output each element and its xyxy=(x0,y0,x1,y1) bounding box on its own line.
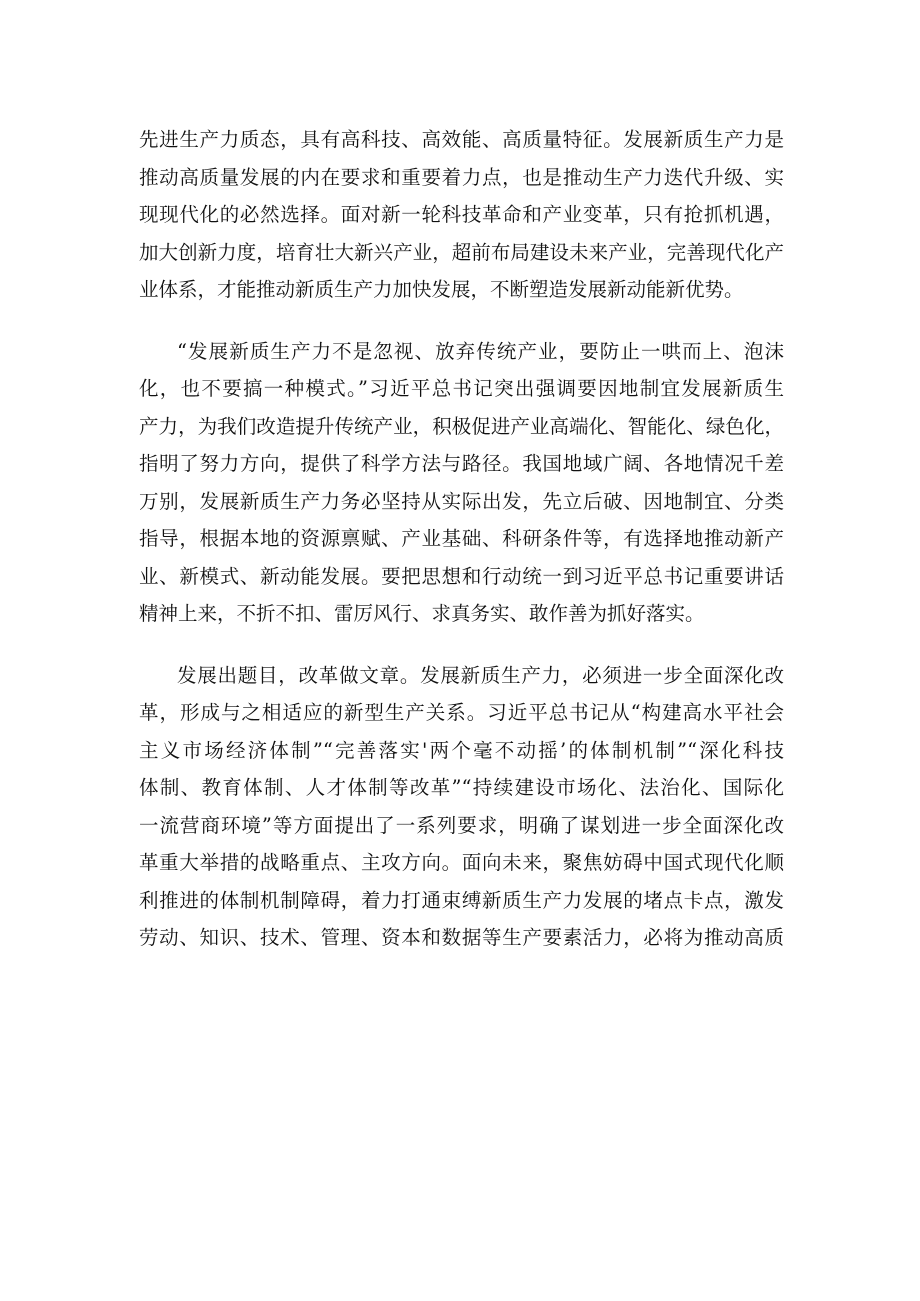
paragraph-line: 指明了努力方向，提供了科学方法与路径。我国地域广阔、各地情况千差 xyxy=(139,452,784,475)
paragraph-line: 利推进的体制机制障碍，着力打通束缚新质生产力发展的堵点卡点，激发 xyxy=(139,888,784,912)
paragraph-3 xyxy=(139,657,784,957)
paragraph-line: 发展出题目，改革做文章。发展新质生产力，必须进一步全面深化改 xyxy=(177,663,784,687)
paragraph-line: 业、新模式、新动能发展。要把思想和行动统一到习近平总书记重要讲话 xyxy=(139,564,784,588)
paragraph-line: 业体系，才能推动新质生产力加快发展，不断塑造发展新动能新优势。 xyxy=(139,278,744,301)
paragraph-line: 一流营商环境”等方面提出了一系列要求，明确了谋划进一步全面深化改 xyxy=(139,813,784,837)
paragraph-line: 主义市场经济体制”“完善落实'两个毫不动摇’的体制机制”“深化科技 xyxy=(139,738,784,762)
paragraph-line: 指导，根据本地的资源禀赋、产业基础、科研条件等，有选择地推动新产 xyxy=(139,527,784,550)
paragraph-line: 加大创新力度，培育壮大新兴产业，超前布局建设未来产业，完善现代化产 xyxy=(139,240,784,264)
paragraph-line: 革，形成与之相适应的新型生产关系。习近平总书记从“构建高水平社会 xyxy=(139,701,784,724)
paragraph-line: 化，也不要搞一种模式。”习近平总书记突出强调要因地制宜发展新质生 xyxy=(139,377,784,400)
paragraph-line: 革重大举措的战略重点、主攻方向。面向未来，聚焦妨碍中国式现代化顺 xyxy=(139,851,784,874)
paragraph-line: 万别，发展新质生产力务必坚持从实际出发，先立后破、因地制宜、分类 xyxy=(139,489,784,513)
paragraph-line: 精神上来，不折不扣、雷厉风行、求真务实、敢作善为抓好落实。 xyxy=(139,602,705,625)
paragraph-1 xyxy=(139,121,784,309)
paragraph-line: 产力，为我们改造提升传统产业，积极促进产业高端化、智能化、绿色化， xyxy=(139,414,784,438)
paragraph-line: 现现代化的必然选择。面对新一轮科技革命和产业变革，只有抢抓机遇， xyxy=(139,203,784,226)
paragraph-line: “发展新质生产力不是忽视、放弃传统产业，要防止一哄而上、泡沫 xyxy=(177,339,784,363)
paragraph-2 xyxy=(139,333,784,633)
paragraph-line: 推动高质量发展的内在要求和重要着力点，也是推动生产力迭代升级、实 xyxy=(139,165,784,189)
paragraph-line: 先进生产力质态，具有高科技、高效能、高质量特征。发展新质生产力是 xyxy=(139,128,784,151)
paragraph-line: 劳动、知识、技术、管理、资本和数据等生产要素活力，必将为推动高质 xyxy=(139,926,784,949)
document-body xyxy=(139,121,784,957)
paragraph-line: 体制、教育体制、人才体制等改革”“持续建设市场化、法治化、国际化 xyxy=(139,776,784,799)
